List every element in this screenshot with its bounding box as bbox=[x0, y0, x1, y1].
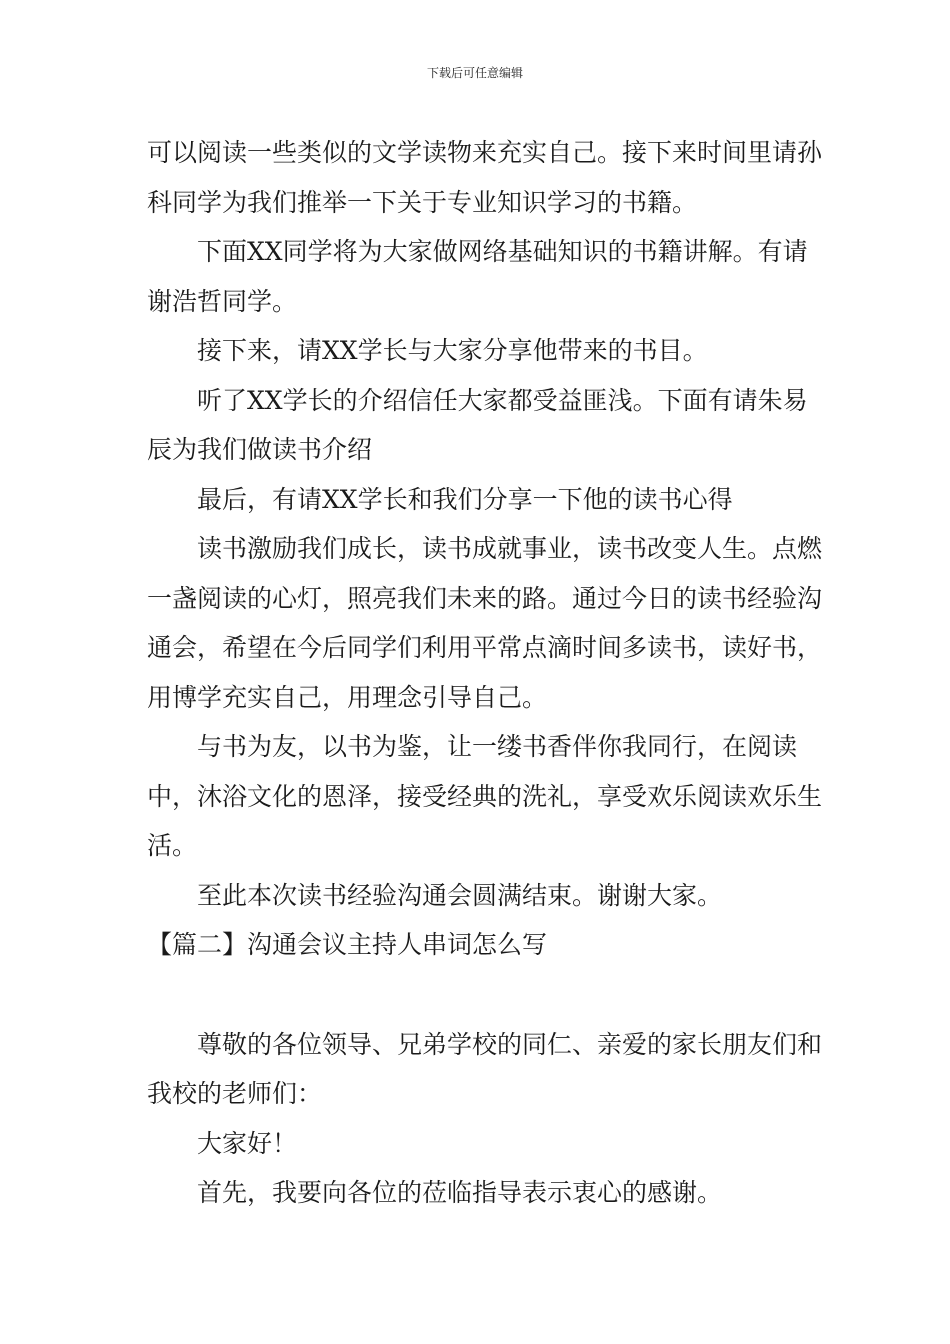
paragraph: 接下来，请XX学长与大家分享他带来的书目。 bbox=[197, 336, 708, 365]
paragraph: 读书激励我们成长，读书成就事业，读书改变人生。点燃一盏阅读的心灯，照亮我们未来的路。通过今日的读书经验沟通会，希望在今后同学们利用平常点滴时间多读书，读好书，用博学充实自己，用理念引导自己。 bbox=[147, 534, 823, 712]
paragraph: 尊敬的各位领导、兄弟学校的同仁、亲爱的家长朋友们和我校的老师们： bbox=[147, 1029, 823, 1108]
paragraph: 可以阅读一些类似的文学读物来充实自己。接下来时间里请孙科同学为我们推举一下关于专业知识学习的书籍。 bbox=[147, 138, 823, 217]
blank-line bbox=[147, 970, 827, 1020]
paragraph: 与书为友，以书为鉴，让一缕书香伴你我同行，在阅读中，沐浴文化的恩泽，接受经典的洗礼，享受欢乐阅读欢乐生活。 bbox=[147, 732, 823, 860]
page-header: 下载后可任意编辑 bbox=[426, 66, 523, 80]
paragraph: 至此本次读书经验沟通会圆满结束。谢谢大家。 bbox=[197, 880, 723, 910]
paragraph: 最后，有请XX学长和我们分享一下他的读书心得 bbox=[197, 484, 733, 514]
paragraph: 听了XX学长的介绍信任大家都受益匪浅。下面有请朱易辰为我们做读书介绍 bbox=[147, 385, 808, 464]
paragraph: 下面XX同学将为大家做网络基础知识的书籍讲解。有请谢浩哲同学。 bbox=[147, 237, 808, 316]
paragraph: 大家好！ bbox=[197, 1128, 298, 1158]
paragraph: 首先，我要向各位的莅临指导表示衷心的感谢。 bbox=[197, 1178, 723, 1207]
section-heading: 【篇二】沟通会议主持人串词怎么写 bbox=[147, 930, 548, 959]
document-body bbox=[147, 128, 827, 1218]
